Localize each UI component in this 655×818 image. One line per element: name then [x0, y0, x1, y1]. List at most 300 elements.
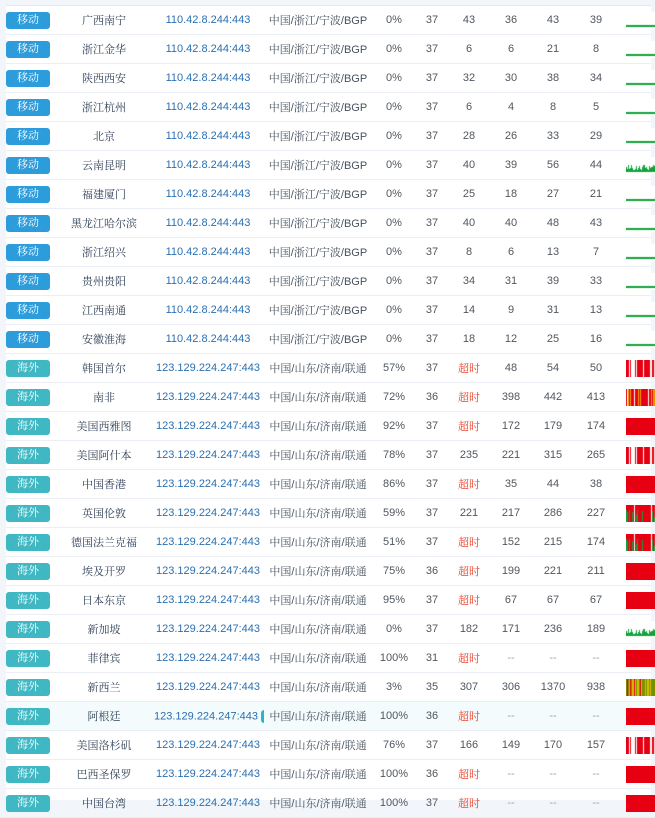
table-row[interactable]: [0, 731, 655, 760]
node-name-cell: 浙江金华: [56, 35, 152, 64]
avg-latency-cell: --: [490, 644, 532, 673]
latency-sparkline-cell: [618, 644, 655, 673]
ip-address-text: 123.129.224.247:443: [156, 623, 260, 635]
latency-sparkline-cell: [618, 702, 655, 731]
region-tag-badge: 海外: [6, 795, 50, 812]
region-tag-badge: 海外: [6, 737, 50, 754]
latency-sparkline-cell: [618, 122, 655, 151]
ip-address-cell[interactable]: [152, 586, 264, 615]
latency-sparkline: [626, 41, 655, 58]
avg-latency-cell: --: [490, 702, 532, 731]
avg-latency-cell: 152: [490, 528, 532, 557]
ip-address-cell[interactable]: [152, 731, 264, 760]
packets-sent-cell: 36: [416, 702, 448, 731]
row-tag-cell: [0, 267, 56, 296]
ip-address-text: 123.129.224.247:443: [156, 768, 260, 780]
best-latency-cell: 27: [532, 180, 574, 209]
ip-address-text: 123.129.224.247:443: [156, 681, 260, 693]
table-row[interactable]: [0, 151, 655, 180]
packet-loss-cell: 51%: [372, 528, 416, 557]
packets-sent-cell: 37: [416, 731, 448, 760]
latency-sparkline: [626, 186, 655, 203]
ip-address-cell[interactable]: [152, 325, 264, 354]
table-row[interactable]: [0, 644, 655, 673]
latency-sparkline: [626, 476, 655, 493]
packets-sent-cell: 37: [416, 6, 448, 35]
avg-latency-cell: 171: [490, 615, 532, 644]
node-name-cell: 贵州贵阳: [56, 267, 152, 296]
line-info-cell: 中国/山东/济南/联通: [264, 412, 372, 441]
best-latency-cell: 236: [532, 615, 574, 644]
last-latency-cell: 166: [448, 731, 490, 760]
packets-sent-cell: 37: [416, 267, 448, 296]
latency-sparkline-cell: [618, 35, 655, 64]
ip-address-text: 110.42.8.244:443: [166, 304, 251, 316]
avg-latency-cell: 306: [490, 673, 532, 702]
latency-sparkline-cell: [618, 151, 655, 180]
node-name-cell: 埃及开罗: [56, 557, 152, 586]
ip-address-cell[interactable]: [152, 383, 264, 412]
packet-loss-cell: 76%: [372, 731, 416, 760]
row-tag-cell: [0, 673, 56, 702]
latency-sparkline: [626, 563, 655, 580]
row-tag-cell: [0, 383, 56, 412]
line-info-cell: 中国/浙江/宁波/BGP: [264, 180, 372, 209]
avg-latency-cell: 9: [490, 296, 532, 325]
ip-address-text: 123.129.224.247:443: [156, 420, 260, 432]
table-row[interactable]: [0, 93, 655, 122]
row-tag-cell: [0, 296, 56, 325]
worst-latency-cell: --: [574, 760, 618, 789]
table-row[interactable]: [0, 64, 655, 93]
region-tag-badge: 海外: [6, 621, 50, 638]
last-latency-cell: 6: [448, 35, 490, 64]
ip-address-cell[interactable]: [152, 615, 264, 644]
worst-latency-cell: --: [574, 644, 618, 673]
node-name-cell: 陕西西安: [56, 64, 152, 93]
packet-loss-cell: 0%: [372, 93, 416, 122]
ip-address-cell[interactable]: [152, 209, 264, 238]
table-row[interactable]: [0, 702, 655, 731]
best-latency-cell: 44: [532, 470, 574, 499]
packets-sent-cell: 37: [416, 325, 448, 354]
ip-address-cell[interactable]: [152, 238, 264, 267]
best-latency-cell: 25: [532, 325, 574, 354]
latency-sparkline: [626, 505, 655, 522]
row-tag-cell: [0, 441, 56, 470]
node-name-cell: 德国法兰克福: [56, 528, 152, 557]
latency-sparkline: [626, 795, 655, 812]
last-latency-cell: 43: [448, 6, 490, 35]
last-latency-cell: 超时: [448, 412, 490, 441]
packet-loss-cell: 0%: [372, 615, 416, 644]
row-tag-cell: [0, 470, 56, 499]
avg-latency-cell: 149: [490, 731, 532, 760]
worst-latency-cell: --: [574, 789, 618, 818]
line-info-cell: 中国/浙江/宁波/BGP: [264, 267, 372, 296]
packet-loss-cell: 100%: [372, 702, 416, 731]
packets-sent-cell: 37: [416, 238, 448, 267]
table-row[interactable]: [0, 209, 655, 238]
region-tag-badge: 海外: [6, 418, 50, 435]
packets-sent-cell: 36: [416, 383, 448, 412]
row-tag-cell: [0, 528, 56, 557]
best-latency-cell: 442: [532, 383, 574, 412]
packets-sent-cell: 37: [416, 615, 448, 644]
ip-address-cell[interactable]: [152, 122, 264, 151]
packets-sent-cell: 36: [416, 760, 448, 789]
avg-latency-cell: 26: [490, 122, 532, 151]
last-latency-cell: 18: [448, 325, 490, 354]
packet-loss-cell: 3%: [372, 673, 416, 702]
latency-sparkline: [626, 128, 655, 145]
latency-sparkline: [626, 273, 655, 290]
ip-address-text: 123.129.224.247:443: [156, 449, 260, 461]
avg-latency-cell: 6: [490, 35, 532, 64]
avg-latency-cell: 4: [490, 93, 532, 122]
ip-address-cell[interactable]: [152, 557, 264, 586]
worst-latency-cell: --: [574, 702, 618, 731]
line-info-cell: 中国/浙江/宁波/BGP: [264, 209, 372, 238]
latency-sparkline: [626, 360, 655, 377]
packet-loss-cell: 0%: [372, 151, 416, 180]
node-name-cell: 美国洛杉矶: [56, 731, 152, 760]
best-latency-cell: 13: [532, 238, 574, 267]
latency-sparkline-cell: [618, 64, 655, 93]
best-latency-cell: 38: [532, 64, 574, 93]
best-latency-cell: 221: [532, 557, 574, 586]
node-name-cell: 福建厦门: [56, 180, 152, 209]
avg-latency-cell: 12: [490, 325, 532, 354]
packet-loss-cell: 0%: [372, 35, 416, 64]
line-info-cell: 中国/山东/济南/联通: [264, 644, 372, 673]
row-tag-cell: [0, 557, 56, 586]
latency-sparkline-cell: [618, 325, 655, 354]
ip-address-text: 110.42.8.244:443: [166, 130, 251, 142]
ip-address-text: 123.129.224.247:443: [156, 565, 260, 577]
worst-latency-cell: 265: [574, 441, 618, 470]
best-latency-cell: 31: [532, 296, 574, 325]
table-row[interactable]: [0, 499, 655, 528]
latency-sparkline: [626, 418, 655, 435]
latency-sparkline-cell: [618, 267, 655, 296]
packets-sent-cell: 37: [416, 64, 448, 93]
ip-address-text: 110.42.8.244:443: [166, 14, 251, 26]
ip-address-text: 123.129.224.247:443: [156, 536, 260, 548]
ip-address-text: 123.129.224.247:443: [156, 478, 260, 490]
ip-address-text: 123.129.224.247:443: [156, 594, 260, 606]
latency-sparkline: [626, 650, 655, 667]
packets-sent-cell: 37: [416, 528, 448, 557]
ip-address-text: 110.42.8.244:443: [166, 275, 251, 287]
packet-loss-cell: 95%: [372, 586, 416, 615]
latency-sparkline: [626, 592, 655, 609]
row-tag-cell: [0, 35, 56, 64]
packets-sent-cell: 36: [416, 557, 448, 586]
table-row[interactable]: [0, 673, 655, 702]
avg-latency-cell: --: [490, 760, 532, 789]
avg-latency-cell: 172: [490, 412, 532, 441]
packets-sent-cell: 37: [416, 354, 448, 383]
best-latency-cell: 33: [532, 122, 574, 151]
table-row[interactable]: [0, 383, 655, 412]
latency-sparkline: [626, 389, 655, 406]
latency-sparkline: [626, 244, 655, 261]
packet-loss-cell: 57%: [372, 354, 416, 383]
table-row[interactable]: [0, 267, 655, 296]
worst-latency-cell: 174: [574, 528, 618, 557]
ip-address-cell[interactable]: [152, 528, 264, 557]
last-latency-cell: 235: [448, 441, 490, 470]
best-latency-cell: --: [532, 760, 574, 789]
avg-latency-cell: 18: [490, 180, 532, 209]
region-tag-badge: 海外: [6, 766, 50, 783]
table-row[interactable]: [0, 760, 655, 789]
row-tag-cell: [0, 325, 56, 354]
row-tag-cell: [0, 354, 56, 383]
packets-sent-cell: 37: [416, 35, 448, 64]
last-latency-cell: 超时: [448, 470, 490, 499]
node-name-cell: 新加坡: [56, 615, 152, 644]
last-latency-cell: 221: [448, 499, 490, 528]
row-tag-cell: [0, 615, 56, 644]
latency-sparkline: [626, 708, 655, 725]
ip-address-cell[interactable]: [152, 644, 264, 673]
node-name-cell: 云南昆明: [56, 151, 152, 180]
wrench-icon[interactable]: [261, 710, 264, 723]
region-tag-badge: 移动: [6, 331, 50, 348]
ip-address-text: 110.42.8.244:443: [166, 159, 251, 171]
table-row[interactable]: [0, 325, 655, 354]
latency-sparkline-cell: [618, 789, 655, 818]
worst-latency-cell: 44: [574, 151, 618, 180]
ip-address-cell[interactable]: [152, 151, 264, 180]
ip-address-cell[interactable]: [152, 760, 264, 789]
best-latency-cell: 67: [532, 586, 574, 615]
region-tag-badge: 海外: [6, 389, 50, 406]
ip-address-cell[interactable]: [152, 35, 264, 64]
line-info-cell: 中国/山东/济南/联通: [264, 615, 372, 644]
packets-sent-cell: 37: [416, 441, 448, 470]
ip-address-text: 123.129.224.247:443: [156, 797, 260, 809]
worst-latency-cell: 50: [574, 354, 618, 383]
table-row[interactable]: [0, 586, 655, 615]
worst-latency-cell: 39: [574, 6, 618, 35]
last-latency-cell: 40: [448, 151, 490, 180]
ip-address-cell[interactable]: [152, 789, 264, 818]
latency-sparkline: [626, 766, 655, 783]
latency-sparkline: [626, 737, 655, 754]
row-tag-cell: [0, 644, 56, 673]
line-info-cell: 中国/浙江/宁波/BGP: [264, 35, 372, 64]
ip-address-cell[interactable]: [152, 93, 264, 122]
best-latency-cell: 21: [532, 35, 574, 64]
line-info-cell: 中国/山东/济南/联通: [264, 499, 372, 528]
ip-address-cell[interactable]: [152, 441, 264, 470]
packets-sent-cell: 37: [416, 412, 448, 441]
node-name-cell: 安徽淮海: [56, 325, 152, 354]
worst-latency-cell: 13: [574, 296, 618, 325]
best-latency-cell: 43: [532, 6, 574, 35]
row-tag-cell: [0, 789, 56, 818]
latency-sparkline-cell: [618, 528, 655, 557]
ip-address-cell[interactable]: [152, 64, 264, 93]
avg-latency-cell: 36: [490, 6, 532, 35]
ip-address-text: 110.42.8.244:443: [166, 101, 251, 113]
table-row[interactable]: [0, 615, 655, 644]
ip-address-cell[interactable]: [152, 702, 264, 731]
worst-latency-cell: 33: [574, 267, 618, 296]
table-row[interactable]: [0, 296, 655, 325]
region-tag-badge: 移动: [6, 215, 50, 232]
latency-sparkline: [626, 157, 655, 174]
line-info-cell: 中国/浙江/宁波/BGP: [264, 6, 372, 35]
table-row[interactable]: [0, 557, 655, 586]
last-latency-cell: 40: [448, 209, 490, 238]
ip-address-cell[interactable]: [152, 267, 264, 296]
table-row[interactable]: [0, 470, 655, 499]
line-info-cell: 中国/山东/济南/联通: [264, 673, 372, 702]
region-tag-badge: 移动: [6, 41, 50, 58]
table-row[interactable]: [0, 6, 655, 35]
node-name-cell: 南非: [56, 383, 152, 412]
worst-latency-cell: 21: [574, 180, 618, 209]
worst-latency-cell: 16: [574, 325, 618, 354]
node-name-cell: 江西南通: [56, 296, 152, 325]
line-info-cell: 中国/浙江/宁波/BGP: [264, 296, 372, 325]
ip-address-cell[interactable]: [152, 6, 264, 35]
line-info-cell: 中国/山东/济南/联通: [264, 760, 372, 789]
packets-sent-cell: 37: [416, 296, 448, 325]
row-tag-cell: [0, 122, 56, 151]
latency-sparkline: [626, 302, 655, 319]
row-tag-cell: [0, 731, 56, 760]
worst-latency-cell: 211: [574, 557, 618, 586]
ip-address-text: 110.42.8.244:443: [166, 217, 251, 229]
row-tag-cell: [0, 180, 56, 209]
packet-loss-cell: 72%: [372, 383, 416, 412]
ip-address-text: 123.129.224.247:443: [156, 739, 260, 751]
packets-sent-cell: 37: [416, 122, 448, 151]
region-tag-badge: 移动: [6, 157, 50, 174]
worst-latency-cell: 34: [574, 64, 618, 93]
left-gutter: [0, 0, 6, 800]
line-info-cell: 中国/浙江/宁波/BGP: [264, 93, 372, 122]
row-tag-cell: [0, 760, 56, 789]
region-tag-badge: 海外: [6, 534, 50, 551]
node-name-cell: 日本东京: [56, 586, 152, 615]
line-info-cell: 中国/浙江/宁波/BGP: [264, 64, 372, 93]
latency-sparkline: [626, 679, 655, 696]
packets-sent-cell: 37: [416, 209, 448, 238]
packet-loss-cell: 100%: [372, 760, 416, 789]
last-latency-cell: 182: [448, 615, 490, 644]
latency-sparkline-cell: [618, 557, 655, 586]
table-row[interactable]: [0, 412, 655, 441]
ip-address-cell[interactable]: [152, 180, 264, 209]
region-tag-badge: 移动: [6, 99, 50, 116]
table-row[interactable]: [0, 441, 655, 470]
row-tag-cell: [0, 412, 56, 441]
node-name-cell: 中国香港: [56, 470, 152, 499]
last-latency-cell: 超时: [448, 760, 490, 789]
latency-sparkline-cell: [618, 383, 655, 412]
node-name-cell: 黑龙江哈尔滨: [56, 209, 152, 238]
ip-address-cell[interactable]: [152, 470, 264, 499]
line-info-cell: 中国/山东/济南/联通: [264, 702, 372, 731]
latency-sparkline: [626, 12, 655, 29]
table-row[interactable]: [0, 789, 655, 818]
last-latency-cell: 超时: [448, 702, 490, 731]
last-latency-cell: 34: [448, 267, 490, 296]
latency-sparkline-cell: [618, 296, 655, 325]
line-info-cell: 中国/山东/济南/联通: [264, 470, 372, 499]
latency-sparkline-cell: [618, 731, 655, 760]
worst-latency-cell: 189: [574, 615, 618, 644]
packet-loss-cell: 0%: [372, 296, 416, 325]
ip-address-cell[interactable]: [152, 499, 264, 528]
latency-sparkline-cell: [618, 6, 655, 35]
line-info-cell: 中国/山东/济南/联通: [264, 354, 372, 383]
node-name-cell: 浙江杭州: [56, 93, 152, 122]
latency-sparkline-cell: [618, 180, 655, 209]
packet-loss-cell: 0%: [372, 64, 416, 93]
packets-sent-cell: 35: [416, 673, 448, 702]
avg-latency-cell: 31: [490, 267, 532, 296]
line-info-cell: 中国/浙江/宁波/BGP: [264, 238, 372, 267]
ip-address-text: 110.42.8.244:443: [166, 333, 251, 345]
packet-loss-cell: 75%: [372, 557, 416, 586]
ip-address-cell[interactable]: [152, 412, 264, 441]
region-tag-badge: 移动: [6, 302, 50, 319]
table-row[interactable]: [0, 180, 655, 209]
avg-latency-cell: 398: [490, 383, 532, 412]
latency-sparkline-cell: [618, 441, 655, 470]
ip-address-cell[interactable]: [152, 673, 264, 702]
ip-address-text: 110.42.8.244:443: [166, 246, 251, 258]
line-info-cell: 中国/浙江/宁波/BGP: [264, 151, 372, 180]
last-latency-cell: 6: [448, 93, 490, 122]
packets-sent-cell: 37: [416, 470, 448, 499]
table-row[interactable]: [0, 528, 655, 557]
region-tag-badge: 移动: [6, 186, 50, 203]
best-latency-cell: --: [532, 702, 574, 731]
last-latency-cell: 超时: [448, 586, 490, 615]
worst-latency-cell: 67: [574, 586, 618, 615]
table-row[interactable]: [0, 354, 655, 383]
table-row[interactable]: [0, 238, 655, 267]
avg-latency-cell: 67: [490, 586, 532, 615]
row-tag-cell: [0, 151, 56, 180]
ip-address-cell[interactable]: [152, 296, 264, 325]
line-info-cell: 中国/浙江/宁波/BGP: [264, 325, 372, 354]
row-tag-cell: [0, 93, 56, 122]
packet-loss-cell: 86%: [372, 470, 416, 499]
region-tag-badge: 海外: [6, 360, 50, 377]
node-name-cell: 美国西雅图: [56, 412, 152, 441]
row-tag-cell: [0, 586, 56, 615]
worst-latency-cell: 29: [574, 122, 618, 151]
latency-sparkline: [626, 215, 655, 232]
avg-latency-cell: 217: [490, 499, 532, 528]
last-latency-cell: 28: [448, 122, 490, 151]
table-row[interactable]: [0, 35, 655, 64]
latency-sparkline: [626, 621, 655, 638]
last-latency-cell: 8: [448, 238, 490, 267]
avg-latency-cell: 221: [490, 441, 532, 470]
ip-address-cell[interactable]: [152, 354, 264, 383]
table-row[interactable]: [0, 122, 655, 151]
